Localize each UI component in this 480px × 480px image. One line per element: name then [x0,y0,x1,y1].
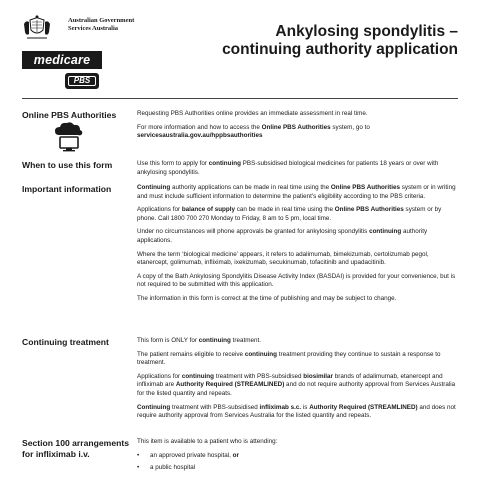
gov-line-2: Services Australia [68,25,119,32]
hppbs-link[interactable]: servicesaustralia.gov.au/hppbsauthorities [137,132,263,140]
cloud-computer-icon [52,121,86,153]
form-header [0,0,480,100]
online-p1: Requesting PBS Authorities online provides an immediate assessment in real time. [137,110,368,117]
when-p1: Use this form to apply for continuing PBS-subsidised biological medicines for patients 18 years or over with ankylosing spondylitis. [137,160,439,176]
section-label-section100 [22,438,134,460]
continuing-p4: Continuing treatment with PBS-subsidised infliximab s.c. is Authority Required (STREAMLINED) and does not require authority approval from Services Australia for the listed quantity and repeats. [137,403,456,420]
title-line-2: continuing authority application [222,41,458,58]
section-label-when: When to use this form [22,160,113,170]
important-p1: Continuing authority applications can be made in real time using the Online PBS Authorities system or in writing and must include sufficient information to determine the patient's eligibility according to the PBS criteria. [137,184,456,200]
section100-label-line-1: Section 100 arrangements [22,438,129,448]
section100-list [137,452,459,473]
online-p2: For more information and how to access the Online PBS Authorities system, go to servicesaustralia.gov.au/hppbsauthorities [137,123,370,140]
government-wordmark [68,17,134,33]
header-divider [22,98,458,99]
list-item: • an approved private hospital, or [137,451,239,459]
continuing-p1: This form is ONLY for continuing treatment. [137,337,261,344]
pbs-logo-text: PBS [68,76,96,86]
section-continuing-content [137,337,459,426]
important-p6: The information in this form is correct at the time of publishing and may be subject to change. [137,294,397,302]
important-p4: Where the term ‘biological medicine’ appears, it refers to adalimumab, bimekizumab, certolizumab pegol, etanercept, golimumab, infliximab, ixekizumab, secukinumab, tofacitinib and upadacitinib. [137,250,429,267]
important-p3: Under no circumstances will phone approvals be granted for ankylosing spondylitis continuing authority applications. [137,228,428,244]
gov-line-1: Australian Government [68,17,135,24]
bullet-icon: • [137,464,140,472]
bullet-icon: • [137,451,140,459]
continuing-p2: The patient remains eligible to receive continuing treatment providing they continue to sustain a response to treatment. [137,350,441,367]
continuing-p3: Applications for continuing treatment with PBS-subsidised biosimilar brands of adalimumab, etanercept and infliximab are Authority Required (STREAMLINED) and do not require authority approval from Services Australia for the listed quantity and repeats. [137,372,456,397]
page-title [222,23,458,59]
title-line-1: Ankylosing spondylitis – [275,23,458,40]
section-label-important: Important information [22,184,112,194]
list-item: • a public hospital [137,464,196,472]
section-label-online: Online PBS Authorities [22,110,117,120]
section100-p1: This item is available to a patient who is attending: [137,438,278,445]
important-p2: Applications for balance of supply can be made in real time using the Online PBS Authorities system or by phone. Call 1800 700 270 Monday to Friday, 8 am to 5 pm, local time. [137,206,442,222]
section-label-continuing: Continuing treatment [22,337,109,347]
coat-of-arms-icon [22,14,52,42]
section-when-content [137,160,459,182]
pbs-logo [65,73,99,89]
important-p5: A copy of the Bath Ankylosing Spondylitis Disease Activity Index (BASDAI) is provided for your convenience, but is not required to be submitted with this application. [137,272,456,289]
medicare-logo-text: medicare [33,53,91,67]
section-online-content [137,110,459,146]
medicare-logo [22,51,102,69]
section-section100-content [137,438,459,477]
section-important-content [137,184,459,309]
section100-label-line-2: for infliximab i.v. [22,449,90,459]
